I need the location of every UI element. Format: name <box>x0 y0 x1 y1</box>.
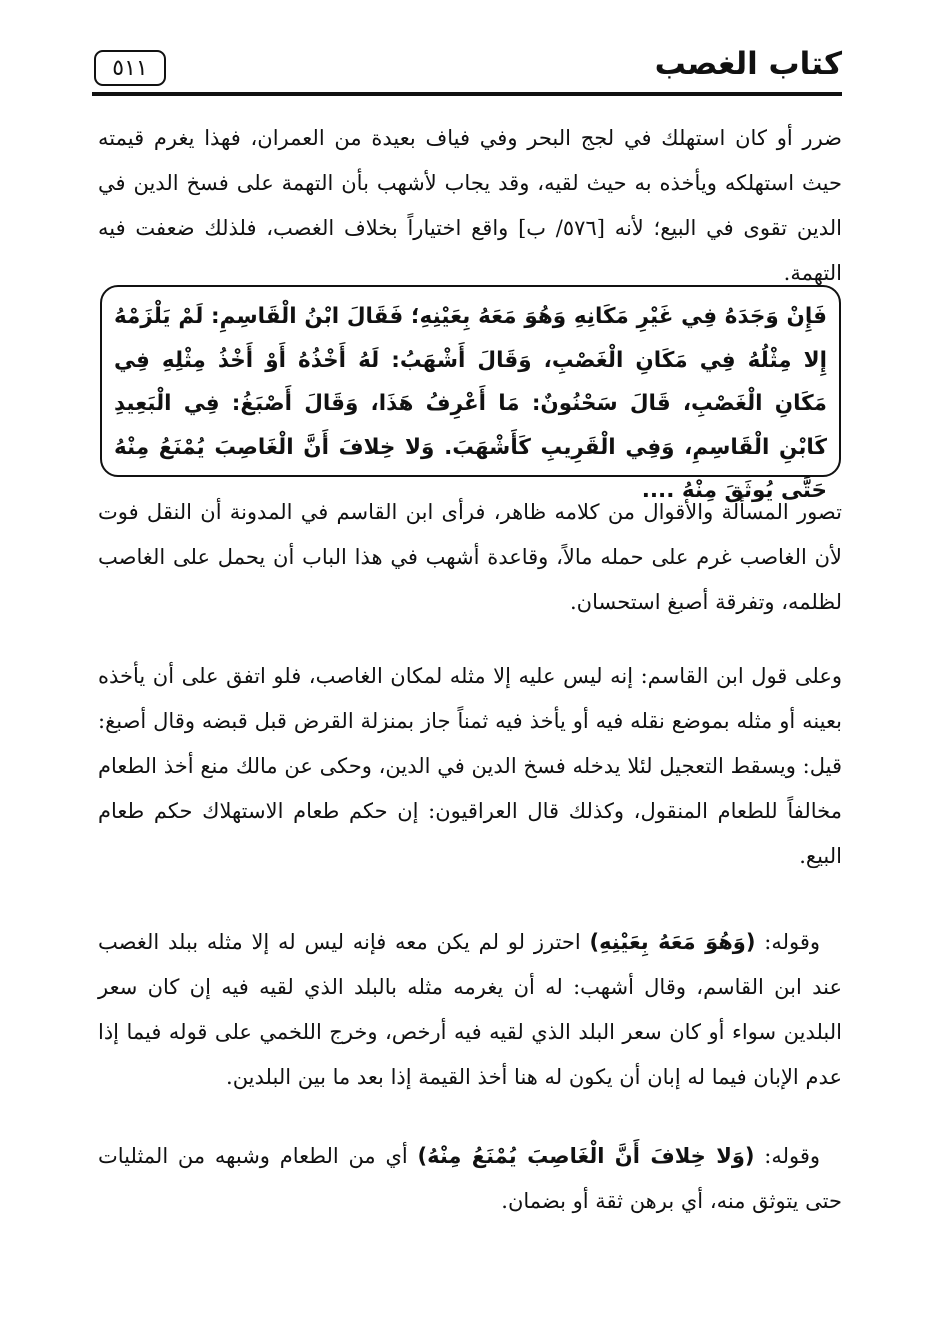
page-header <box>92 42 842 100</box>
page-number: ٥١١ <box>94 50 166 86</box>
commentary-paragraph <box>98 920 842 1100</box>
commentary-paragraph: ضرر أو كان استهلك في لجج البحر وفي فياف بعيدة من العمران، فهذا يغرم قيمته حيث استهلكه ويأخذه به حيث لقيه، وقد يجاب لأشهب بأن التهمة على فسخ الدين في الدين تقوى في البيع؛ لأنه [٥٧٦/ ب] واقع اختياراً بخلاف الغصب، فلذلك ضعفت فيه التهمة. <box>98 126 842 285</box>
matn-text-box: فَإِنْ وَجَدَهُ فِي غَيْرِ مَكَانِهِ وَهُوَ مَعَهُ بِعَيْنِهِ؛ فَقَالَ ابْنُ الْقَاسِمِ: لَمْ يَلْزَمْهُ إِلا مِثْلُهُ فِي مَكَانِ الْغَصْبِ، وَقَالَ أَشْهَبُ: لَهُ أَخْذُهُ أَوْ أَخْذُ مِثْلِهِ فِي مَكَانِ الْغَصْبِ، قَالَ سَحْنُونٌ: مَا أَعْرِفُ هَذَا، وَقَالَ أَصْبَغُ: فِي الْبَعِيدِ كَابْنِ الْقَاسِمِ، وَفِي الْقَرِيبِ كَأَشْهَبَ. وَلا خِلافَ أَنَّ الْغَاصِبَ يُمْنَعُ مِنْهُ حَتَّى يُوثَقَ مِنْهُ .... <box>100 285 841 477</box>
paragraph-text: احترز لو لم يكن معه فإنه ليس له إلا مثله ببلد الغصب عند ابن القاسم، وقال أشهب: له أن يغرمه مثله بالبلد الذي لقيه فيه إن كان سعر البلدين سواء أو كان سعر البلد الذي لقيه فيه أرخص، وخرج اللخمي على قوله فيما إذا عدم الإبان فيما له إبان أن يكون له هنا أخذ القيمة إذا بعد ما بين البلدين. <box>98 930 842 1089</box>
header-divider <box>92 92 842 96</box>
quoted-matn: (وَلا خِلافَ أَنَّ الْغَاصِبَ يُمْنَعُ مِنْهُ) <box>417 1144 755 1168</box>
commentary-paragraph: وعلى قول ابن القاسم: إنه ليس عليه إلا مثله لمكان الغاصب، فلو اتفق على أن يأخذه بعينه أو مثله بموضع نقله فيه أو يأخذ فيه ثمناً جاز بمنزلة القرض قبل قبضه وقال أصبغ: قيل: ويسقط التعجيل لئلا يدخله فسخ الدين في الدين، وحكى عن مالك منع أخذ الطعام مخالفاً للطعام المنقول، وكذلك قال العراقيون: إن حكم طعام الاستهلاك حكم طعام البيع. <box>98 664 842 868</box>
lead-text: وقوله: <box>755 930 820 954</box>
lead-text: وقوله: <box>754 1144 821 1168</box>
commentary-paragraph <box>98 1134 842 1224</box>
paragraph-text: أي من الطعام وشبهه من المثليات حتى يتوثق منه، أي برهن ثقة أو بضمان. <box>98 1144 842 1213</box>
chapter-title: كتاب الغصب <box>654 46 842 82</box>
quoted-matn: (وَهُوَ مَعَهُ بِعَيْنِهِ) <box>589 930 756 954</box>
commentary-paragraph: تصور المسألة والأقوال من كلامه ظاهر، فرأى ابن القاسم في المدونة أن النقل فوت لأن الغاصب غرم على حمله مالاً، وقاعدة أشهب في هذا الباب أن يحمل على الغاصب لظلمه، وتفرقة أصبغ استحسان. <box>98 500 842 614</box>
